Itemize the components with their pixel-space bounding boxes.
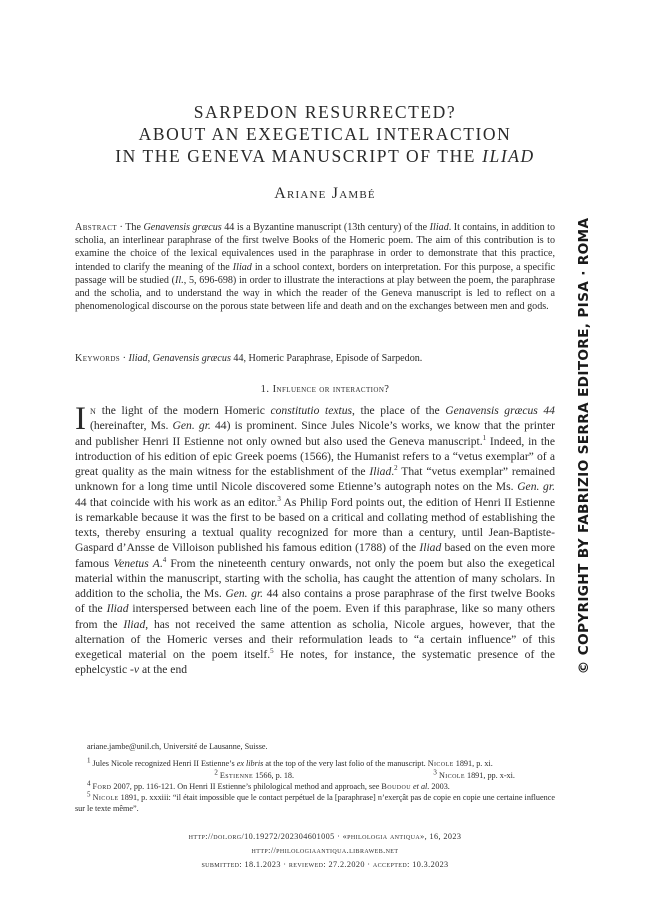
abstract-separator: · [117,222,126,233]
footnote-number: 4 [87,779,91,788]
body-italic: ν [133,663,140,677]
title-line-3 [0,145,650,167]
footnotes [75,741,555,815]
abstract-italic: Iliad [429,222,449,233]
section-number: 1. [260,384,270,395]
body-italic: Iliad [369,465,392,478]
body-text: From the nineteenth century onwards, not only the poem but also the exegetical material within the manuscript, starting with the scholia, has caught the attention of many scholars. In addition to the scholia, the Ms. [75,556,555,600]
keywords-label: Keywords [75,353,121,364]
submission-dates: submitted: 18.1.2023 · reviewed: 27.2.2020 · accepted: 10.3.2023 [201,860,449,869]
body-italic: Iliad [106,602,129,616]
body-text: 44 that coincide with his work as an editor. [75,495,278,509]
lead-in: n [90,404,97,417]
doi-line[interactable]: http://doi.org/10.19272/202304601005 · «philologia antiqua», 16, 2023 [188,832,462,841]
footnote-text: at the top of the very last folio of the manuscript. [263,759,428,769]
abstract-text: The [125,222,144,233]
footnote-5 [75,792,555,815]
body-text: . [391,465,395,478]
footnote-3 [433,767,515,781]
abstract [75,221,555,313]
body-text: , the place of the [352,404,446,417]
footnote-author: Nicole [427,759,454,769]
body-text: based on the even more famous [75,541,555,570]
title-line-3-text: IN THE GENEVA MANUSCRIPT OF THE [115,146,483,166]
footnote-text: 1566, p. 18. [253,770,295,780]
affiliation: ariane.jambe@unil.ch, Université de Lausanne, Suisse. [87,742,268,751]
keywords-italic: Iliad [128,353,148,364]
footnote-number: 2 [214,767,218,776]
footnote-ref[interactable]: 5 [270,647,274,656]
keywords [75,352,555,365]
footnote-author: Nicole [92,793,119,803]
body-text: 44) is prominent. Since Jules Nicole’s works, we know that the printer and publisher Henri II Estienne not only owned but also used the Geneva manuscript. [75,419,555,448]
abstract-italic: Genavensis græcus [143,222,222,233]
body-italic: constitutio textus [270,404,353,417]
footnote-author: Boudou [381,781,411,791]
footnote-text: 1891, pp. x-xi. [464,770,515,780]
footnote-row-2-3 [75,767,555,781]
body-text: , has not received the same attention as scholia, Nicole argues, however, that the alternation of the Homeric verses and their reformulation leads to “a certain influence” of this exegetical material on the poem itself. [75,617,555,661]
copyright-text: © COPYRIGHT BY FABRIZIO SERRA EDITORE, PISA · ROMA [576,217,592,675]
body-text: at the end [139,663,188,677]
body-text: 44 also contains a prose paraphrase of the first twelve Books of the [75,587,555,616]
footnote-author: Ford [92,781,112,791]
footnote-text: 1891, p. xi. [453,759,493,769]
section-title: Influence or interaction? [272,384,390,395]
article-title [0,101,650,167]
author-name: Ariane Jambé [274,185,376,202]
abstract-text: in a school context, borders on interpretation. For this purpose, a specific passage will be studied ( [75,261,555,286]
body-text: interspersed between each line of the poem. Even if this paraphrase, like so many others from the [75,602,555,631]
body-text: (hereinafter, Ms. [90,419,173,433]
body-text: That “vetus exemplar” remained unknown for a long time until Nicole discovered some Etienne’s autograph notes on the Ms. [75,465,555,494]
abstract-italic: Il. [175,274,184,286]
footnote-number: 3 [433,767,437,776]
body-italic: Gen. gr. [172,419,211,433]
body-italic: Iliad [123,617,146,631]
title-line-1: SARPEDON RESURRECTED? [193,102,457,122]
body-italic: Iliad [419,541,442,555]
abstract-italic: Iliad [232,261,252,273]
journal-url[interactable]: http://philologiaantiqua.libraweb.net [251,846,399,855]
body-text: He notes, for instance, the systematic presence of the ephelcystic - [75,648,555,677]
title-line-2: ABOUT AN EXEGETICAL INTERACTION [138,124,512,144]
abstract-text: 44 is a Byzantine manuscript (13th century) of the [221,222,430,233]
footnote-2 [214,767,295,781]
abstract-label: Abstract [75,222,117,233]
body-text: the light of the modern Homeric [96,404,271,417]
journal-footer [0,830,650,872]
footnote-ref[interactable]: 1 [482,433,487,442]
copyright-sidebar [573,215,595,677]
footnote-text: 1891, p. xxxiii: “il était impossible que le contact perpétuel de la [paraphrase] n’exerçât pas de copie en copie une certaine influence sur le texte même”. [75,793,556,814]
footnote-number: 1 [87,756,91,765]
abstract-text: . It contains, in addition to scholia, an interlinear paraphrase of the first twelve Books of the Homeric poem. The aim of this contribution is to examine the choice of the lexical equivalences used in the paraphrase in order to demonstrate that this practice, intended to clarify the meaning of the [75,222,556,273]
body-text: . [159,556,163,570]
body-italic: Gen. gr. [225,587,264,600]
footnote-text: 2003. [429,781,450,791]
footnote-ref[interactable]: 4 [162,555,167,564]
footnote-ref[interactable]: 3 [277,494,281,503]
abstract-text: , 5, 696-698) in order to illustrate the interactions at play between the poem, the paraphrase and the scholia, and to understand the way in which the reader of the Geneva manuscript is led to reflect on a phenomenological discourse on the porous state between life and death and on the exchanges between men and gods. [75,274,555,313]
body-text: As Philip Ford points out, the edition of Henri II Estienne is remarkable because it was the first to be based on a critical and collating method of establishing the texts, thereby ensuring a textual quality recognized for more than a century, until Jean-Baptiste-Gaspard d’Ansse de Villoison published his famous edition (1788) of the [75,495,556,555]
footnote-text: Jules Nicole recognized Henri II Estienne’s [90,759,237,769]
footnote-author: Nicole [438,770,465,780]
body-paragraph [75,403,555,678]
footnote-ref[interactable]: 2 [394,464,398,473]
footnote-4 [75,781,555,792]
footnote-italic: et al. [413,781,430,791]
body-italic: Genavensis græcus 44 [445,404,555,417]
body-italic: Gen. gr. [517,480,555,494]
keywords-separator: · [120,353,129,364]
keywords-italic: Genavensis græcus [152,353,231,364]
keywords-text: 44, Homeric Paraphrase, Episode of Sarpedon. [230,353,423,364]
keywords-text: , [147,353,153,364]
footnote-1 [75,758,555,769]
drop-cap: I [75,401,86,437]
footnote-text: 2007, pp. 116-121. On Henri II Estienne’s philological method and approach, see [111,781,382,791]
footnote-author: Estienne [219,770,254,780]
footnote-italic: ex libris [236,759,264,769]
body-text: Indeed, in the introduction of his edition of epic Greek poems (1566), the Humanist refers to a “vetus exemplar” of a great quality as the main witness for the establishment of the [75,434,555,478]
footnote-number: 5 [87,790,91,799]
section-heading [0,384,650,395]
body-italic: Venetus A [113,556,160,570]
title-line-3-italic: ILIAD [482,146,535,166]
